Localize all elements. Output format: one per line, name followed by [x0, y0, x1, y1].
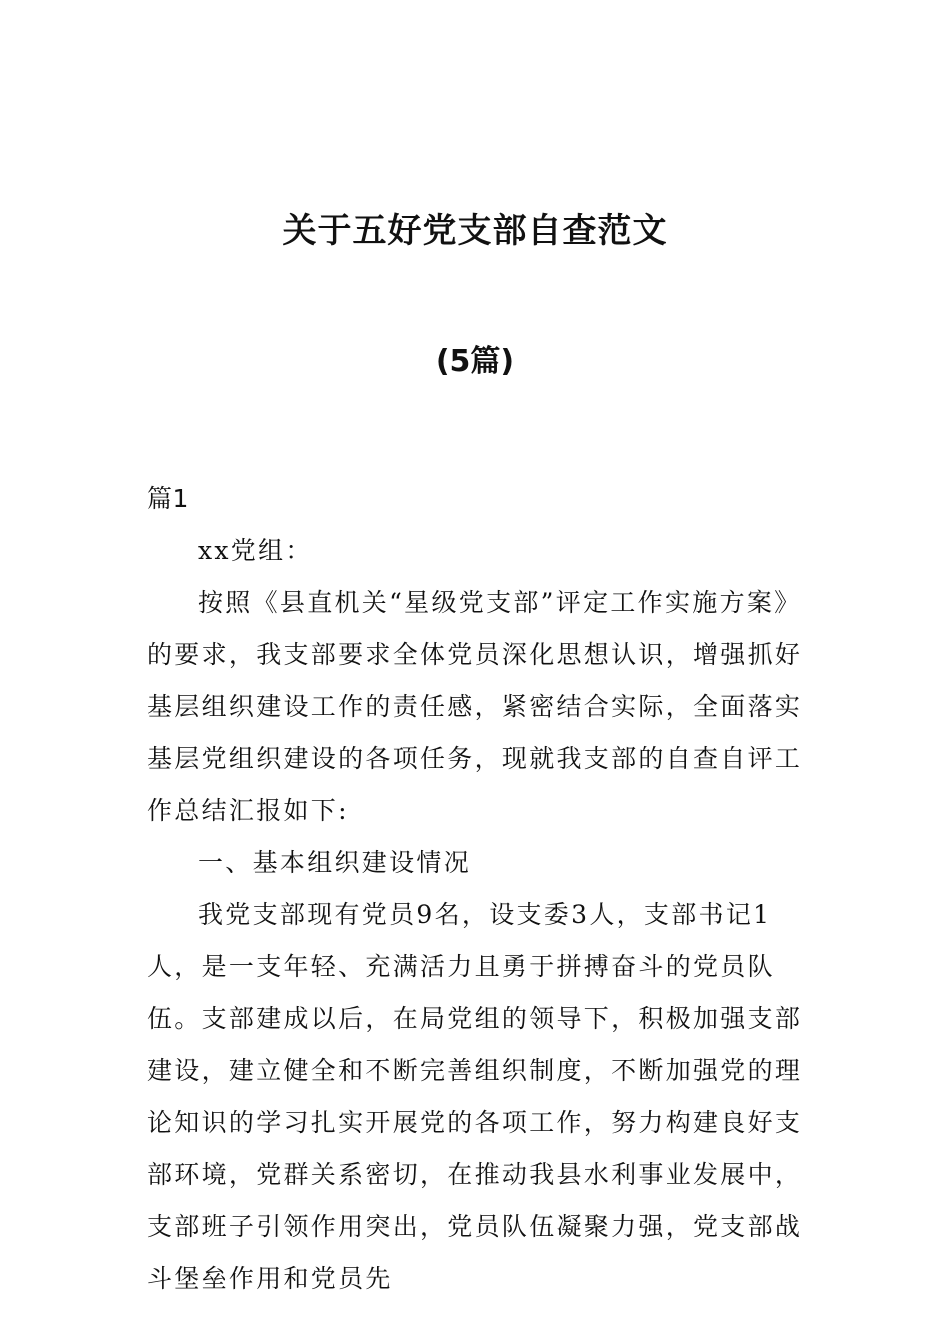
document-title: 关于五好党支部自查范文	[282, 211, 668, 251]
paragraph-organization: 我党支部现有党员9名，设支委3人，支部书记1人，是一支年轻、充满活力且勇于拼搏奋斗的党员队伍。支部建成以后，在局党组的领导下，积极加强支部建设，建立健全和不断完善组织制度，不断加强党的理论知识的学习扎实开展党的各项工作，努力构建良好支部环境，党群关系密切，在推动我县水利事业发展中，支部班子引领作用突出，党员队伍凝聚力强，党支部战斗堡垒作用和党员先	[147, 900, 803, 1293]
salutation: xx党组：	[198, 536, 313, 565]
paragraph-intro: 按照《县直机关“星级党支部”评定工作实施方案》的要求，我支部要求全体党员深化思想认识，增强抓好基层组织建设工作的责任感，紧密结合实际，全面落实基层党组织建设的各项任务，现就我支部的自查自评工作总结汇报如下:	[147, 588, 803, 825]
document-body	[147, 473, 807, 1305]
section-label: 篇1	[147, 484, 189, 513]
document-subtitle: (5篇)	[435, 344, 515, 379]
section-heading: 一、基本组织建设情况	[198, 848, 472, 877]
